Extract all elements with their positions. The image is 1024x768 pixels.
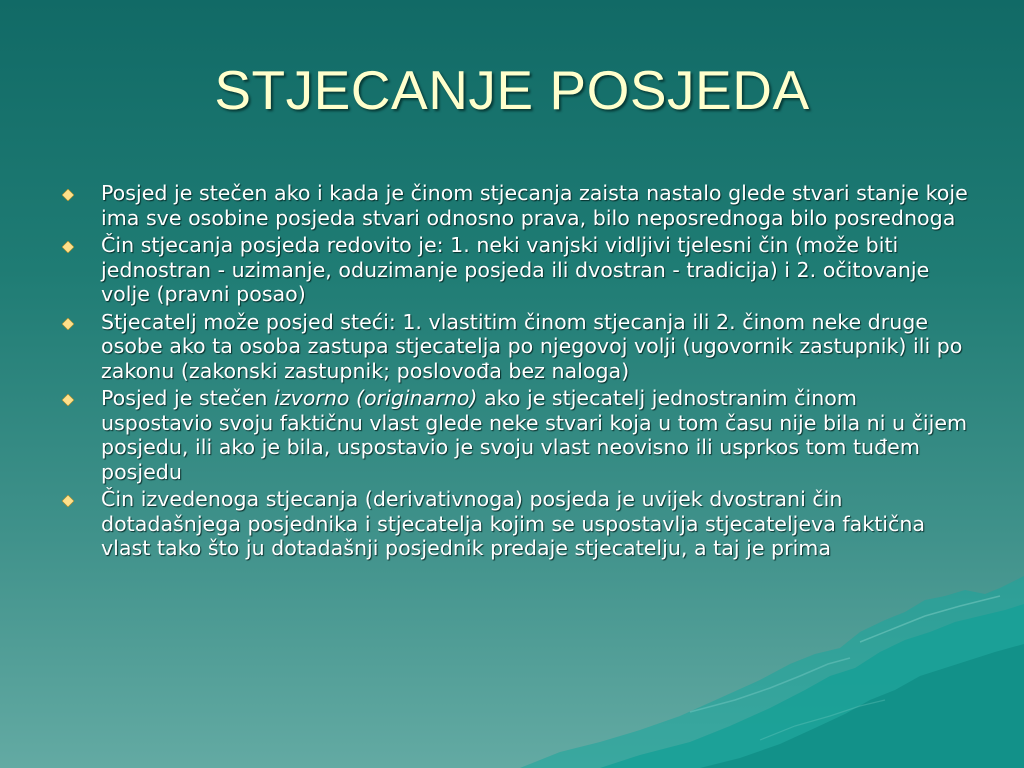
bullet-text: Čin izvedenoga stjecanja (derivativnoga) posjeda je uvijek dvostrani čin dotadašnjega posjednika i stjecatelja kojim se uspostavlja stjecateljeva faktična vlast tako što ju dotadašnji posjednik predaje stjecatelju, a taj je prima (101, 487, 925, 560)
bullet-text: Čin stjecanja posjeda redovito je: 1. neki vanjski vidljivi tjelesni čin (može biti jednostran - uzimanje, oduzimanje posjeda ili dvostran - tradicija) i 2. očitovanje volje (pravni posao) (101, 233, 930, 306)
bullet-text: Stjecatelj može posjed steći: 1. vlastitim činom stjecanja ili 2. činom neke druge osobe ako ta osoba zastupa stjecatelja po njegovoj volji (ugovornik zastupnik) ili po zakonu (zakonski zastupnik; poslovođa bez naloga) (101, 309, 963, 383)
diamond-bullet-icon (62, 189, 74, 201)
bullet-text-before: Posjed je stečen (101, 386, 275, 410)
bullet-list (62, 181, 970, 564)
bullet-item (62, 487, 970, 561)
diamond-bullet-icon (62, 394, 74, 406)
diamond-bullet-icon (62, 318, 74, 330)
diamond-bullet-icon (62, 495, 74, 507)
bullet-item (62, 233, 970, 307)
diamond-bullet-icon (62, 241, 74, 253)
slide-title: STJECANJE POSJEDA (214, 59, 810, 121)
bullet-item (62, 310, 970, 384)
bullet-text: Posjed je stečen ako i kada je činom stjecanja zaista nastalo glede stvari stanje koje ima sve osobine posjeda stvari odnosno prava, bilo neposrednoga bilo posrednoga (101, 181, 968, 230)
bullet-text-italic: izvorno (originarno) (274, 386, 478, 410)
bullet-item (62, 181, 970, 230)
bullet-item (62, 386, 970, 484)
bullet-text-after: ako je stjecatelj jednostranim činom uspostavio svoju faktičnu vlast glede neke stvari koja u tom času nije bila ni u čijem posjedu, ili ako je bila, uspostavio je svoju vlast neovisno ili usprkos tom tuđem posjedu (101, 386, 968, 484)
